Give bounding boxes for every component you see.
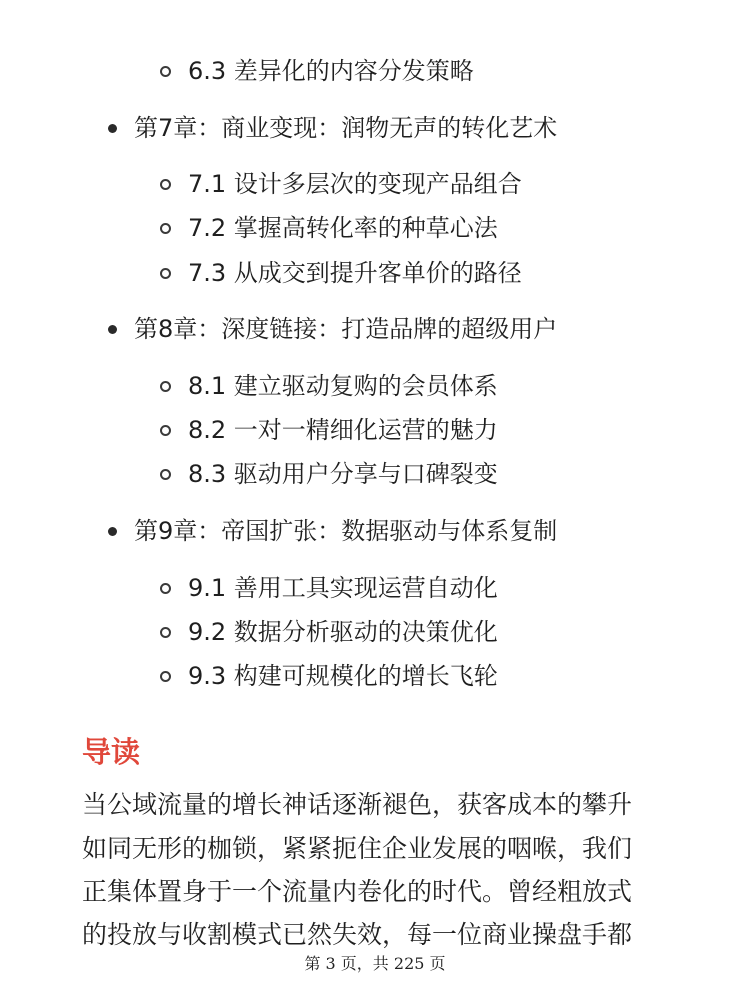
hollow-bullet-icon	[160, 179, 171, 190]
toc-section-label: 6.3 差异化的内容分发策略	[188, 57, 474, 85]
toc-section-7-2	[160, 212, 498, 244]
toc-section-label: 7.1 设计多层次的变现产品组合	[188, 170, 522, 198]
hollow-bullet-icon	[160, 627, 171, 638]
toc-section-label: 8.2 一对一精细化运营的魅力	[188, 416, 498, 444]
toc-section-label: 9.2 数据分析驱动的决策优化	[188, 618, 498, 646]
toc-section-6-3	[160, 55, 474, 87]
toc-section-8-2	[160, 414, 498, 446]
paragraph-line: 正集体置身于一个流量内卷化的时代。曾经粗放式	[82, 877, 633, 906]
page-number-footer: 第 3 页，共 225 页	[304, 954, 446, 973]
toc-chapter-7	[108, 112, 557, 144]
toc-section-label: 7.3 从成交到提升客单价的路径	[188, 259, 522, 287]
toc-section-7-1	[160, 168, 522, 200]
toc-section-label: 7.2 掌握高转化率的种草心法	[188, 214, 498, 242]
toc-section-8-1	[160, 370, 498, 402]
paragraph-line: 如同无形的枷锁，紧紧扼住企业发展的咽喉，我们	[82, 834, 633, 863]
hollow-bullet-icon	[160, 381, 171, 392]
toc-chapter-label: 第8章：深度链接：打造品牌的超级用户	[134, 315, 558, 343]
toc-section-label: 8.1 建立驱动复购的会员体系	[188, 372, 498, 400]
hollow-bullet-icon	[160, 583, 171, 594]
hollow-bullet-icon	[160, 66, 171, 77]
toc-chapter-9	[108, 515, 557, 547]
toc-section-9-3	[160, 660, 498, 692]
paragraph-line: 的投放与收割模式已然失效，每一位商业操盘手都	[82, 920, 633, 949]
toc-section-label: 8.3 驱动用户分享与口碑裂变	[188, 460, 498, 488]
hollow-bullet-icon	[160, 469, 171, 480]
intro-heading: 导读	[82, 735, 141, 769]
toc-section-7-3	[160, 257, 522, 289]
toc-section-9-2	[160, 616, 498, 648]
toc-section-8-3	[160, 458, 498, 490]
toc-chapter-8	[108, 313, 557, 345]
toc-section-label: 9.1 善用工具实现运营自动化	[188, 574, 498, 602]
filled-bullet-icon	[108, 325, 117, 334]
toc-section-9-1	[160, 572, 498, 604]
hollow-bullet-icon	[160, 671, 171, 682]
toc-section-label: 9.3 构建可规模化的增长飞轮	[188, 662, 498, 690]
paragraph-line: 当公域流量的增长神话逐渐褪色，获客成本的攀升	[82, 790, 633, 819]
filled-bullet-icon	[108, 527, 117, 536]
hollow-bullet-icon	[160, 425, 171, 436]
toc-chapter-label: 第9章：帝国扩张：数据驱动与体系复制	[134, 517, 558, 545]
hollow-bullet-icon	[160, 268, 171, 279]
hollow-bullet-icon	[160, 223, 171, 234]
toc-chapter-label: 第7章：商业变现：润物无声的转化艺术	[134, 114, 558, 142]
filled-bullet-icon	[108, 124, 117, 133]
